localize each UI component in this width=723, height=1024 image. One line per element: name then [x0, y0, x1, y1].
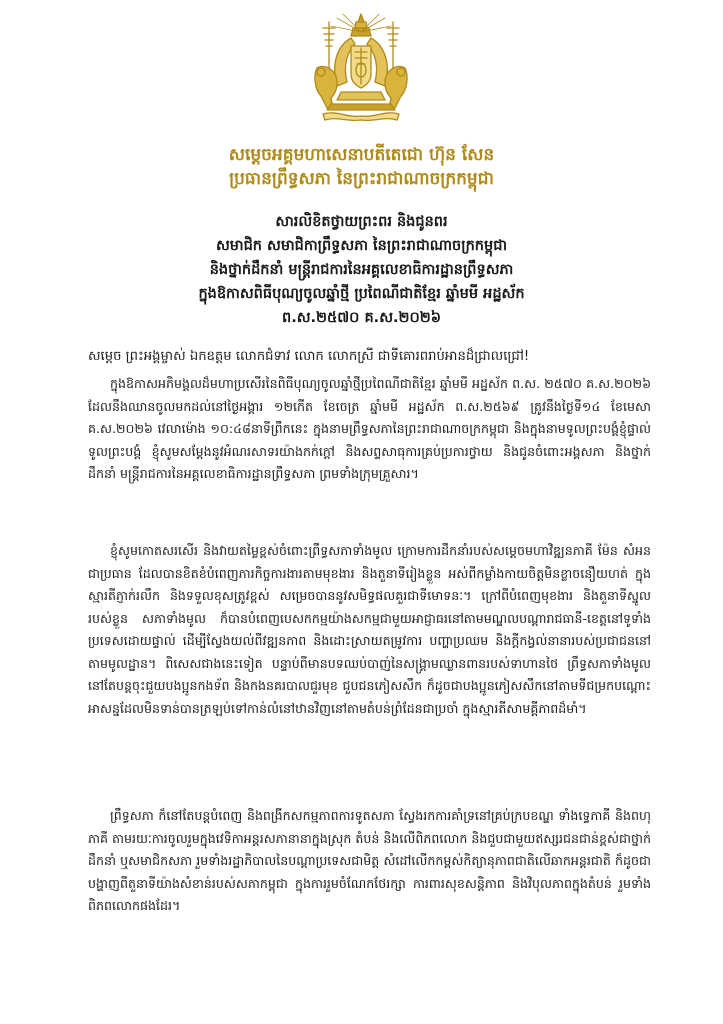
letter-title-line-3: និងថ្នាក់ដឹកនាំ មន្ត្រីរាជការនៃអគ្គលេខាធិការដ្ឋានព្រឹទ្ធសភា: [209, 262, 514, 278]
letter-title-line-2: សមាជិក សមាជិកាព្រឹទ្ធសភា នៃព្រះរាជាណាចក្រកម្ពុជា: [215, 238, 508, 254]
royal-coat-of-arms-icon: [307, 12, 415, 124]
salutation: សម្តេច ព្រះអង្គម្ចាស់ ឯកឧត្តម លោកជំទាវ លោក លោកស្រី ជាទីគោរពរាប់អានដ៏ជ្រាលជ្រៅ!: [88, 349, 530, 364]
sender-name: សម្តេចអគ្គមហាសេនាបតីតេជោ ហ៊ុន សែន: [228, 145, 495, 165]
letter-title-line-4: ក្នុងឱកាសពិធីបុណ្យចូលឆ្នាំថ្មី ប្រពៃណីជាតិខ្មែរ ឆ្នាំមមី អដ្ឋស័ក: [198, 286, 525, 302]
letter-title-line-1: សារលិខិតថ្វាយព្រះពរ និងជូនពរ: [275, 214, 448, 230]
paragraph-3: ព្រឹទ្ធសភា ក៏នៅតែបន្តបំពេញ និងពង្រីកសកម្មភាពការទូតសភា ស្វែងរកការគាំទ្រនៅគ្រប់ក្របខណ្ឌ ទាំងទ្វេភាគី និងពហុភាគី តាមរយៈការចូលរួមក្នុងវេទិកាអន្តរសភានានាក្នុងស្រុក តំបន់ និងលើពិភពលោក និងជួបជាមួយឥស្សរជនជាន់ខ្ពស់ជាថ្នាក់ដឹកនាំ ឬសមាជិកសភា រួមទាំងរដ្ឋាភិបាលនៃបណ្តាប្រទេសជាមិត្ត សំដៅលើកកម្ពស់កិត្យានុភាពជាតិលើឆាកអន្តរជាតិ ក៏ដូចជាបង្ហាញពីតួនាទីយ៉ាងសំខាន់របស់សភាកម្ពុជា ក្នុងការរួមចំណែកថែរក្សា ការពារសុខសន្តិភាព និងវិបុលភាពក្នុងតំបន់ រួមទាំងពិភពលោកផងដែរ។: [88, 808, 651, 913]
letter-title-date: ព.ស.២៥៧០ គ.ស.២០២៦: [282, 310, 441, 326]
paragraph-2: ខ្ញុំសូមកោតសរសើរ និងវាយតម្លៃខ្ពស់ចំពោះព្រឹទ្ធសភាទាំងមូល ក្រោមការដឹកនាំរបស់សម្តេចមហាវិឌ្ឍនភាគី ម៉ែន សំអន ជាប្រធាន ដែលបានខិតខំបំពេញភារកិច្ចការងារតាមមុខងារ និងតួនាទីរៀងខ្លួន អស់ពីកម្លាំងកាយចិត្តមិនខ្លាចនឿយហត់ ក្នុងស្មារតីភ្ញាក់រលឹក និងទទួលខុសត្រូវខ្ពស់ សម្រេចបាននូវសមិទ្ធផលគួរជាទីមោទនៈ។ ក្រៅពីបំពេញមុខងារ និងតួនាទីស្នូលរបស់ខ្លួន សភាទាំងមូល ក៏បានបំពេញបេសកកម្មយ៉ាងសកម្មជាមួយអាជ្ញាធរនៅតាមមណ្ឌលបណ្តារាជធានី-ខេត្តនៅទូទាំងប្រទេសដោយផ្ទាល់ ដើម្បីស្វែងយល់ពីវឌ្ឍនភាព និងដោះស្រាយតម្រូវការ បញ្ហាប្រឈម និងក្តីកង្វល់នានារបស់ប្រជាជននៅតាមមូលដ្ឋាន។ ពិសេសជាងនេះទៀត បន្ទាប់ពីមានបទឈប់បាញ់នៃសង្គ្រាមឈ្លានពានរបស់ទាហានថៃ ព្រឹទ្ធសភាទាំងមូល នៅតែបន្តចុះជួយបងប្អូនកងទ័ព និងកងនគរបាលជួរមុខ ជួបជនភៀសសឹក ក៏ដូចជាបងប្អូនភៀសសឹកនៅតាមទីជម្រកបណ្តោះអាសន្នដែលមិនទាន់បានត្រឡប់ទៅកាន់លំនៅឋានវិញនៅតាមតំបន់ព្រំដែនជាប្រចាំ ក្នុងស្មារតីសាមគ្គីភាពដ៏មាំ។: [88, 543, 651, 716]
paragraph-1: ក្នុងឱកាសអភិមង្គលដ៏មហាប្រសើរនៃពិធីបុណ្យចូលឆ្នាំថ្មីប្រពៃណីជាតិខ្មែរ ឆ្នាំមមី អដ្ឋស័ក ព.ស. ២៥៧០ គ.ស.២០២៦ ដែលនឹងឈានចូលមកដល់នៅថ្ងៃអង្គារ ១២កើត ខែចេត្រ ឆ្នាំមមី អដ្ឋស័ក ព.ស.២៥៦៩ ត្រូវនឹងថ្ងៃទី១៤ ខែមេសា គ.ស.២០២៦ វេលាម៉ោង ១០:៤៨នាទីព្រឹកនេះ ក្នុងនាមព្រឹទ្ធសភានៃព្រះរាជាណាចក្រកម្ពុជា និងក្នុងនាមទូលព្រះបង្គំខ្ញុំផ្ទាល់ ទូលព្រះបង្គំ ខ្ញុំសូមសម្តែងនូវអំណរសាទរយ៉ាងកក់ក្តៅ និងសព្ទសាធុការគ្រប់ប្រការថ្វាយ និងជូនចំពោះអង្គសភា និងថ្នាក់ដឹកនាំ មន្ត្រីរាជការនៃអគ្គលេខាធិការដ្ឋានព្រឹទ្ធសភា ព្រមទាំងក្រុមគ្រួសារ។: [88, 376, 651, 481]
sender-position: ប្រធានព្រឹទ្ធសភា នៃព្រះរាជាណាចក្រកម្ពុជា: [229, 169, 494, 189]
